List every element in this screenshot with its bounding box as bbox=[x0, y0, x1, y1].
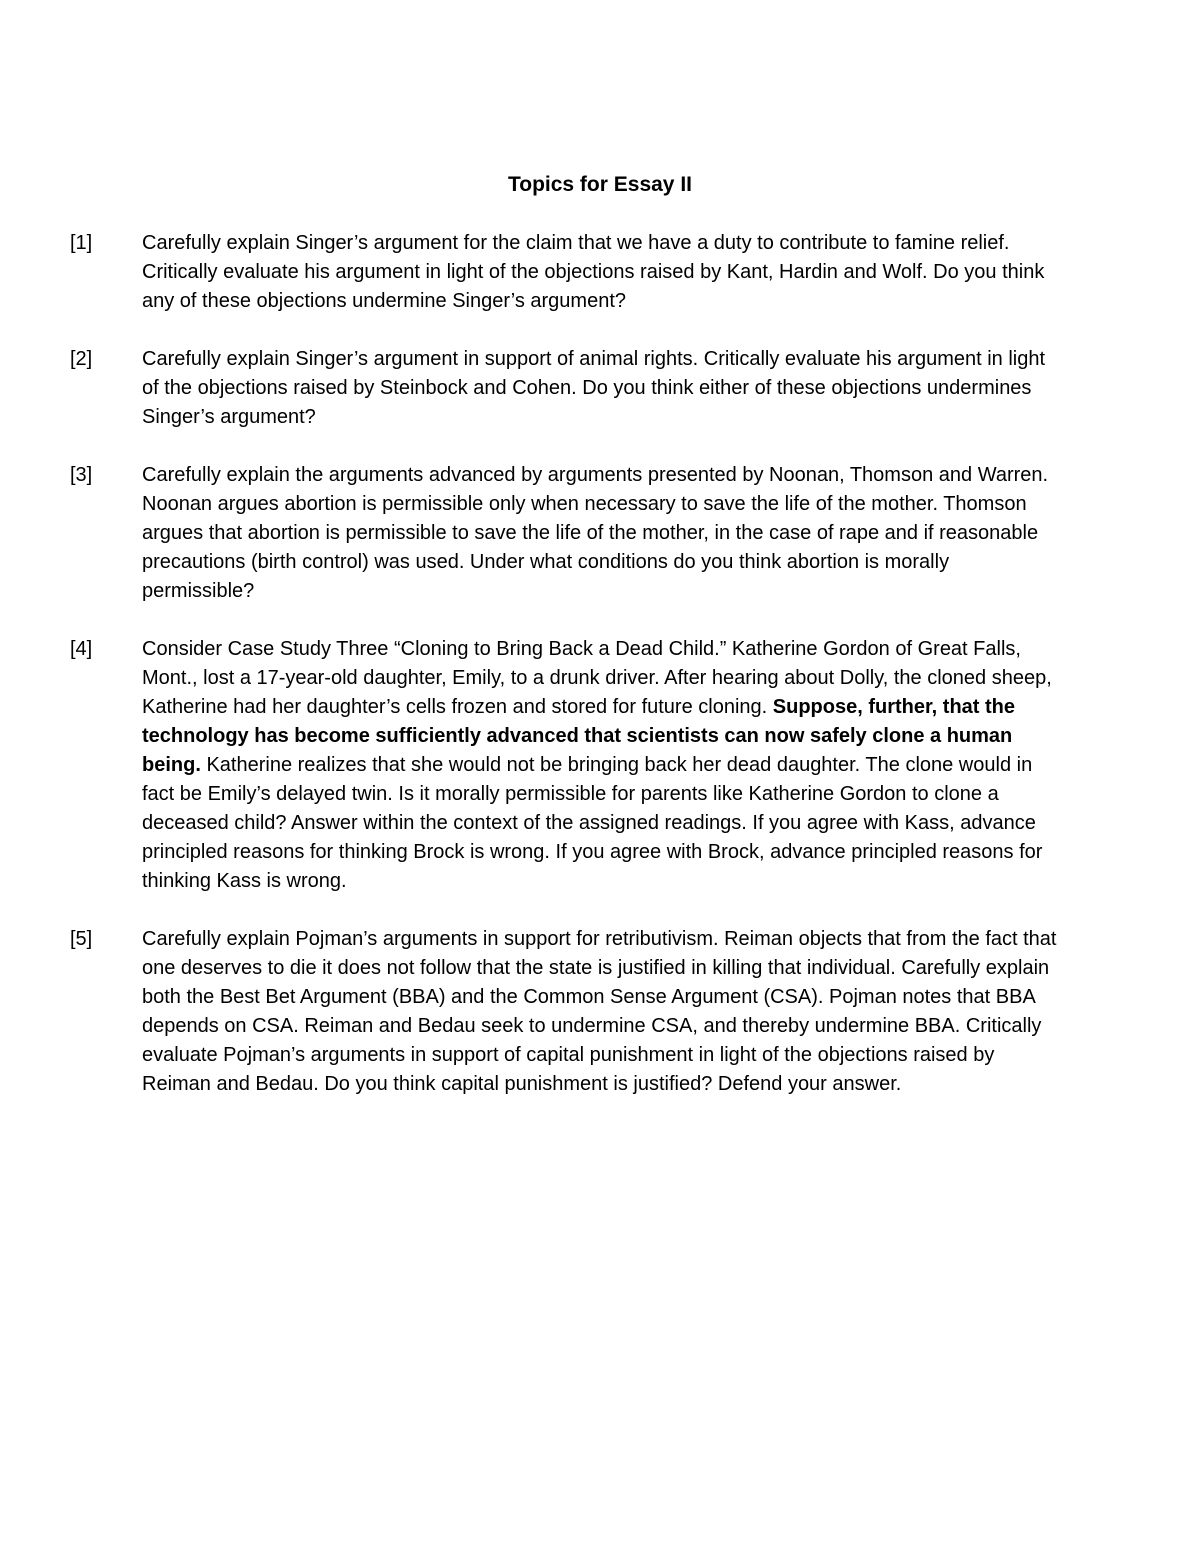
topic-item-3 bbox=[0, 461, 1200, 606]
topic-text-tail: Katherine realizes that she would not be bringing back her dead daughter. The clone would in fact be Emily’s delayed twin. Is it morally permissible for parents like Katherine Gordon to clone a deceased child? Answer within the context of the assigned readings. If you agree with Kass, advance principled reasons for thinking Brock is wrong. If you agree with Brock, advance principled reasons for thinking Kass is wrong. bbox=[142, 754, 1043, 892]
topic-text: Carefully explain the arguments advanced by arguments presented by Noonan, Thomson and Warren. Noonan argues abortion is permissible only when necessary to save the life of the mother. Thomson argues that abortion is permissible to save the life of the mother, in the case of rape and if reasonable precautions (birth control) was used. Under what conditions do you think abortion is morally permissible? bbox=[142, 464, 1049, 602]
topic-number: [3] bbox=[70, 464, 93, 486]
topic-text: Carefully explain Singer’s argument for the claim that we have a duty to contribute to famine relief. Critically evaluate his argument in light of the objections raised by Kant, Hardin and Wolf. Do you think any of these objections undermine Singer’s argument? bbox=[142, 232, 1045, 312]
topic-text: Carefully explain Pojman’s arguments in support for retributivism. Reiman objects that from the fact that one deserves to die it does not follow that the state is justified in killing that individual. Carefully explain both the Best Bet Argument (BBA) and the Common Sense Argument (CSA). Pojman notes that BBA depends on CSA. Reiman and Bedau seek to undermine CSA, and thereby undermine BBA. Critically evaluate Pojman’s arguments in support of capital punishment in light of the objections raised by Reiman and Bedau. Do you think capital punishment is justified? Defend your answer. bbox=[142, 928, 1057, 1095]
topic-list bbox=[0, 229, 1200, 1128]
topic-text: Carefully explain Singer’s argument in support of animal rights. Critically evaluate his argument in light of the objections raised by Steinbock and Cohen. Do you think either of these objections undermines Singer’s argument? bbox=[142, 348, 1046, 428]
topic-text bbox=[142, 635, 1058, 896]
topic-item-1 bbox=[0, 229, 1200, 316]
topic-item-4 bbox=[0, 635, 1200, 896]
topic-number: [4] bbox=[70, 638, 93, 660]
topic-text-bold: Suppose, further, that the technology has become sufficiently advanced that scientists can now safely clone a human being. bbox=[142, 696, 1016, 776]
document-title: Topics for Essay II bbox=[507, 173, 692, 196]
topic-text-lead: Consider Case Study Three “Cloning to Bring Back a Dead Child.” Katherine Gordon of Great Falls, Mont., lost a 17-year-old daughter, Emily, to a drunk driver. After hearing about Dolly, the cloned sheep, Katherine had her daughter’s cells frozen and stored for future cloning. bbox=[142, 638, 1052, 718]
topic-item-5 bbox=[0, 925, 1200, 1099]
topic-number: [5] bbox=[70, 928, 93, 950]
topic-number: [1] bbox=[70, 232, 93, 254]
topic-number: [2] bbox=[70, 348, 93, 370]
topic-item-2 bbox=[0, 345, 1200, 432]
